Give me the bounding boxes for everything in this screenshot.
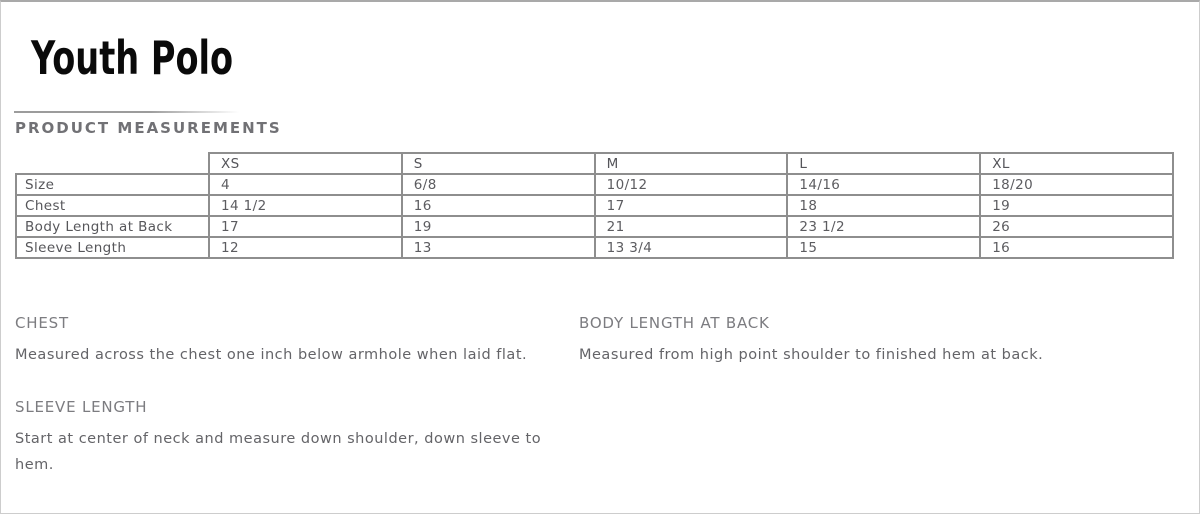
table-header-row	[16, 153, 1173, 174]
column-header-m: M	[595, 153, 788, 174]
definition-sleeve-length-text: Start at center of neck and measure down shoulder, down sleeve to hem.	[15, 431, 542, 473]
body-length-s: 19	[402, 216, 595, 237]
row-label-chest: Chest	[16, 195, 209, 216]
definition-body-length-heading: BODY LENGTH AT BACK	[579, 314, 770, 332]
chest-xl: 19	[980, 195, 1173, 216]
sleeve-length-xl: 16	[980, 237, 1173, 258]
product-title: Youth Polo	[31, 31, 234, 85]
definition-chest-heading: CHEST	[15, 314, 69, 332]
sleeve-length-xs: 12	[209, 237, 402, 258]
sleeve-length-m: 13 3/4	[595, 237, 788, 258]
table-corner-spacer	[16, 153, 209, 174]
size-m: 10/12	[595, 174, 788, 195]
size-xs: 4	[209, 174, 402, 195]
column-header-xs: XS	[209, 153, 402, 174]
measurements-table	[15, 152, 1174, 259]
definition-chest-text: Measured across the chest one inch below armhole when laid flat.	[15, 347, 528, 363]
chest-l: 18	[787, 195, 980, 216]
size-l: 14/16	[787, 174, 980, 195]
definition-chest	[15, 314, 560, 368]
sleeve-length-l: 15	[787, 237, 980, 258]
chest-m: 17	[595, 195, 788, 216]
row-label-size: Size	[16, 174, 209, 195]
body-length-l: 23 1/2	[787, 216, 980, 237]
row-label-body-length: Body Length at Back	[16, 216, 209, 237]
chest-xs: 14 1/2	[209, 195, 402, 216]
definition-body-length	[579, 314, 1159, 368]
definition-sleeve-length-heading: SLEEVE LENGTH	[15, 398, 148, 416]
table-row	[16, 216, 1173, 237]
column-header-l: L	[787, 153, 980, 174]
section-divider	[14, 111, 239, 113]
definition-sleeve-length	[15, 398, 545, 478]
body-length-xs: 17	[209, 216, 402, 237]
column-header-s: S	[402, 153, 595, 174]
row-label-sleeve-length: Sleeve Length	[16, 237, 209, 258]
size-xl: 18/20	[980, 174, 1173, 195]
table-row	[16, 237, 1173, 258]
table-row	[16, 195, 1173, 216]
body-length-m: 21	[595, 216, 788, 237]
column-header-xl: XL	[980, 153, 1173, 174]
body-length-xl: 26	[980, 216, 1173, 237]
size-s: 6/8	[402, 174, 595, 195]
chest-s: 16	[402, 195, 595, 216]
sleeve-length-s: 13	[402, 237, 595, 258]
definition-body-length-text: Measured from high point shoulder to finished hem at back.	[579, 347, 1044, 363]
section-heading: PRODUCT MEASUREMENTS	[15, 119, 282, 137]
table-row	[16, 174, 1173, 195]
